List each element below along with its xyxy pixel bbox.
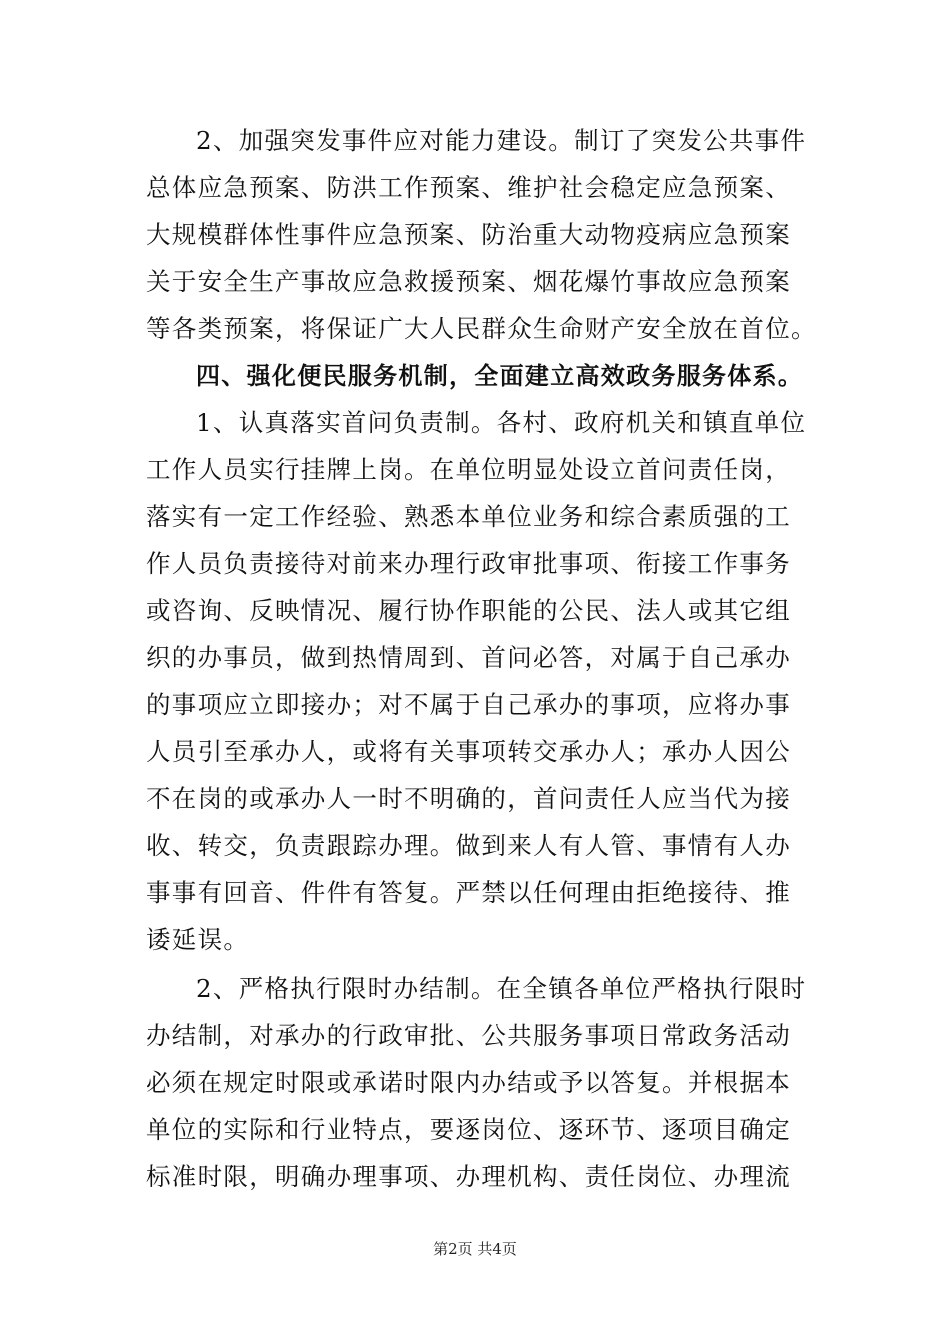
- text-line: 必须在规定时限或承诺时限内办结或予以答复。并根据本: [146, 1068, 791, 1097]
- text-line: 标准时限，明确办理事项、办理机构、责任岗位、办理流: [146, 1162, 791, 1191]
- text-line: 2、严格执行限时办结制。在全镇各单位严格执行限时: [196, 974, 807, 1003]
- text-line: 大规模群体性事件应急预案、防治重大动物疫病应急预案: [146, 220, 791, 249]
- text-line: 办结制，对承办的行政审批、公共服务事项日常政务活动: [146, 1021, 791, 1050]
- text-line: 的事项应立即接办；对不属于自己承办的事项，应将办事: [146, 690, 791, 719]
- text-line: 不在岗的或承办人一时不明确的，首问责任人应当代为接: [146, 784, 791, 813]
- text-line: 人员引至承办人，或将有关事项转交承办人；承办人因公: [146, 737, 791, 766]
- text-line: 或咨询、反映情况、履行协作职能的公民、法人或其它组: [146, 596, 791, 625]
- text-line: 诿延误。: [146, 925, 250, 954]
- text-line: 落实有一定工作经验、熟悉本单位业务和综合素质强的工: [146, 502, 791, 531]
- text-line: 关于安全生产事故应急救援预案、烟花爆竹事故应急预案: [146, 267, 791, 296]
- text-line: 2、加强突发事件应对能力建设。制订了突发公共事件: [196, 126, 807, 155]
- text-line: 作人员负责接待对前来办理行政审批事项、衔接工作事务: [146, 549, 791, 578]
- text-line: 等各类预案，将保证广大人民群众生命财产安全放在首位。: [146, 314, 817, 343]
- text-line: 收、转交，负责跟踪办理。做到来人有人管、事情有人办: [146, 831, 791, 860]
- text-line: 总体应急预案、防洪工作预案、维护社会稳定应急预案、: [146, 173, 791, 202]
- text-line: 1、认真落实首问负责制。各村、政府机关和镇直单位: [196, 408, 807, 437]
- text-line: 工作人员实行挂牌上岗。在单位明显处设立首问责任岗，: [146, 455, 791, 484]
- page-number: 第2页 共4页: [433, 1240, 517, 1258]
- text-line: 事事有回音、件件有答复。严禁以任何理由拒绝接待、推: [146, 878, 791, 907]
- text-line: 单位的实际和行业特点，要逐岗位、逐环节、逐项目确定: [146, 1115, 791, 1144]
- section-heading: 四、强化便民服务机制，全面建立高效政务服务体系。: [196, 362, 804, 390]
- text-line: 织的办事员，做到热情周到、首问必答，对属于自己承办: [146, 643, 791, 672]
